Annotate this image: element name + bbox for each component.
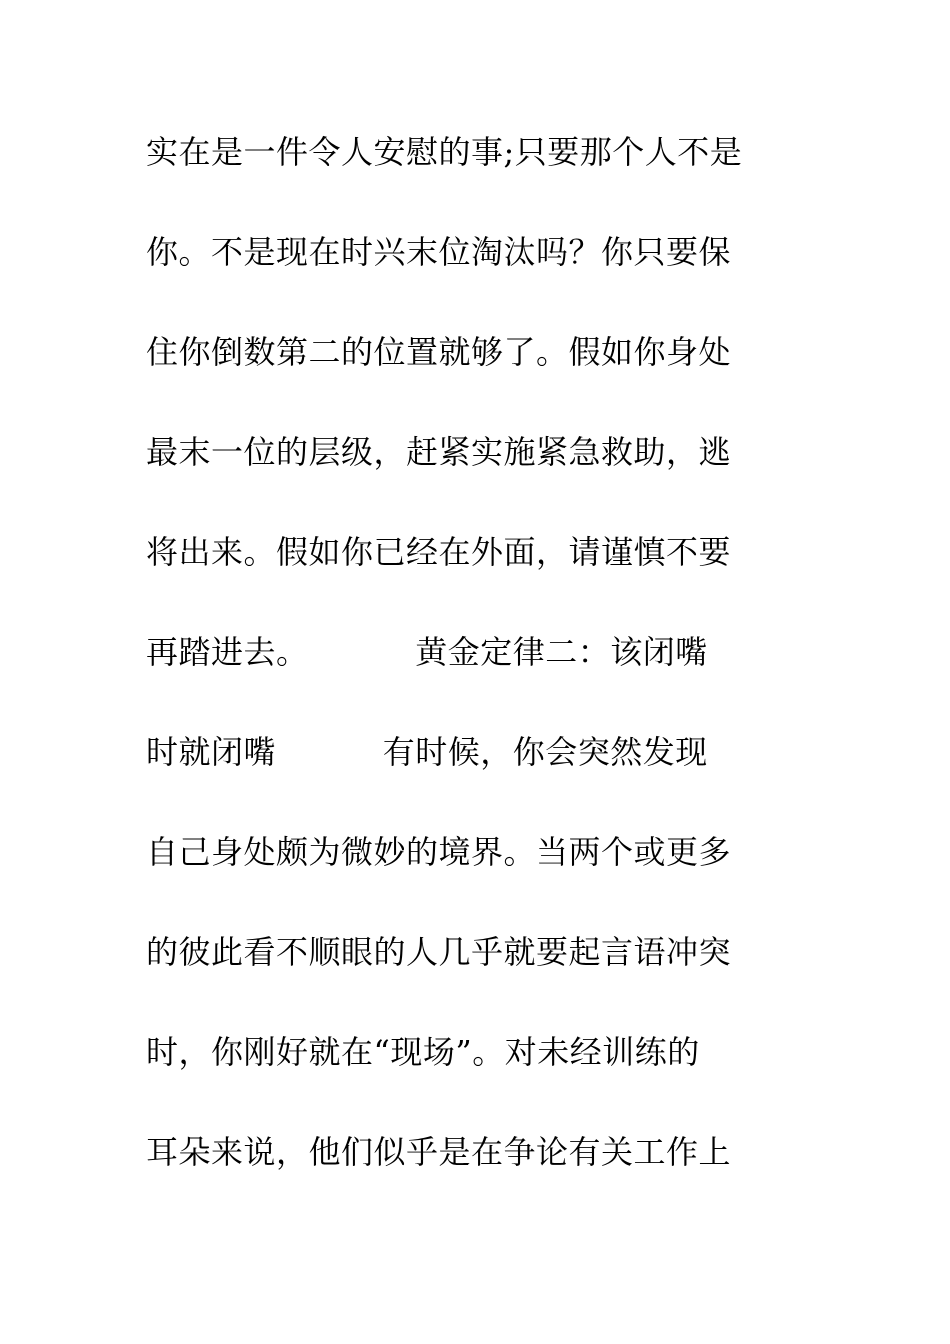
text-line-5: 将出来。假如你已经在外面，请谨慎不要 bbox=[146, 533, 732, 571]
text-line-1: 实在是一件令人安慰的事;只要那个人不是 bbox=[146, 133, 743, 171]
text-line-9: 的彼此看不顺眼的人几乎就要起言语冲突 bbox=[146, 933, 732, 971]
text-line-2: 你。不是现在时兴末位淘汰吗？你只要保 bbox=[146, 233, 732, 271]
text-line-11: 耳朵来说，他们似乎是在争论有关工作上 bbox=[146, 1133, 732, 1171]
body-text bbox=[146, 120, 826, 1220]
text-line-4: 最末一位的层级，赶紧实施紧急救助，逃 bbox=[146, 433, 732, 471]
text-line-3: 住你倒数第二的位置就够了。假如你身处 bbox=[146, 333, 732, 371]
text-line-6: 再踏进去。 黄金定律二：该闭嘴 bbox=[146, 633, 708, 671]
text-line-8: 自己身处颇为微妙的境界。当两个或更多 bbox=[146, 833, 732, 871]
text-line-10: 时，你刚好就在“现场”。对未经训练的 bbox=[146, 1033, 700, 1071]
text-line-7: 时就闭嘴 有时候，你会突然发现 bbox=[146, 733, 708, 771]
